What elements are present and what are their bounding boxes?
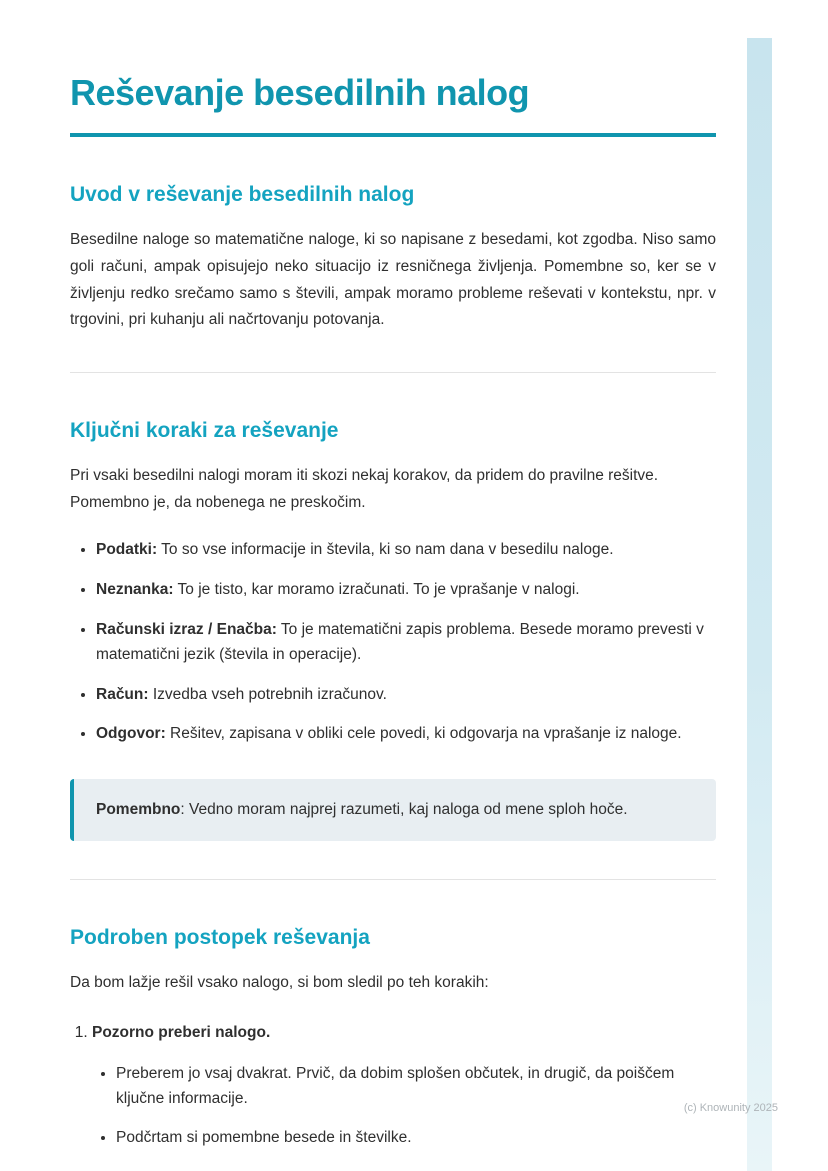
bullet-text: Rešitev, zapisana v obliki cele povedi, ki odgovarja na vprašanje iz naloge. <box>165 725 682 743</box>
copyright-footer: (c) Knowunity 2025 <box>683 1102 778 1114</box>
bullet-term: Neznanka: <box>96 581 174 599</box>
bullet-text: To so vse informacije in števila, ki so nam dana v besedilu naloge. <box>157 541 614 559</box>
title-underline <box>70 133 716 137</box>
bullet-term: Računski izraz / Enačba: <box>96 620 277 638</box>
document-content <box>70 0 716 1164</box>
bullet-term: Odgovor: <box>96 725 166 743</box>
sub-bullet-item: • Podčrtam si pomembne besede in številke. <box>116 1126 716 1151</box>
sub-bullet-item: • Preberem jo vsaj dvakrat. Prvič, da dobim splošen občutek, in drugič, da poiščem ključne informacije. <box>116 1062 716 1112</box>
steps-bullet-list <box>70 538 716 747</box>
page-title: Reševanje besedilnih nalog <box>70 72 530 113</box>
procedure-paragraph: Da bom lažje rešil vsako nalogo, si bom sledil po teh korakih: <box>70 974 489 992</box>
section-heading-steps: Ključni koraki za reševanje <box>70 419 339 443</box>
numbered-item <box>92 1021 716 1150</box>
list-item <box>96 722 716 747</box>
callout-term: Pomembno <box>96 801 181 819</box>
bullet-term: Račun: <box>96 685 149 703</box>
list-item <box>96 538 716 563</box>
steps-paragraph: Pri vsaki besedilni nalogi moram iti skozi nekaj korakov, da pridem do pravilne rešitve. Pomembno je, da nobenega ne preskočim. <box>70 467 659 511</box>
side-accent-strip <box>747 38 772 1171</box>
sub-bullet-list <box>92 1062 716 1150</box>
bullet-term: Podatki: <box>96 541 158 559</box>
bullet-text: To je tisto, kar moramo izračunati. To je vprašanje v nalogi. <box>173 581 580 599</box>
procedure-numbered-list <box>70 1021 716 1150</box>
callout-text: : Vedno moram najprej razumeti, kaj naloga od mene sploh hoče. <box>180 801 628 819</box>
list-item <box>96 578 716 603</box>
list-item <box>96 618 716 668</box>
section-heading-intro: Uvod v reševanje besedilnih nalog <box>70 183 415 207</box>
numbered-item-title: Pozorno preberi nalogo. <box>92 1024 271 1042</box>
bullet-text: Izvedba vseh potrebnih izračunov. <box>148 685 387 703</box>
bullet-text: To je matematični zapis problema. Besede moramo prevesti v matematični jezik (števila in operacije). <box>96 620 704 663</box>
section-divider <box>70 879 716 880</box>
section-divider <box>70 372 716 373</box>
list-item <box>96 683 716 708</box>
important-callout <box>70 779 716 841</box>
intro-paragraph: Besedilne naloge so matematične naloge, ki so napisane z besedami, kot zgodba. Niso samo goli računi, ampak opisujejo neko situacijo iz resničnega življenja. Pomembne so, ker se v življenju redko srečamo samo s števili, ampak moramo probleme reševati v kontekstu, npr. v trgovini, pri kuhanju ali načrtovanju potovanja. <box>70 231 716 329</box>
section-heading-procedure: Podroben postopek reševanja <box>70 926 370 950</box>
